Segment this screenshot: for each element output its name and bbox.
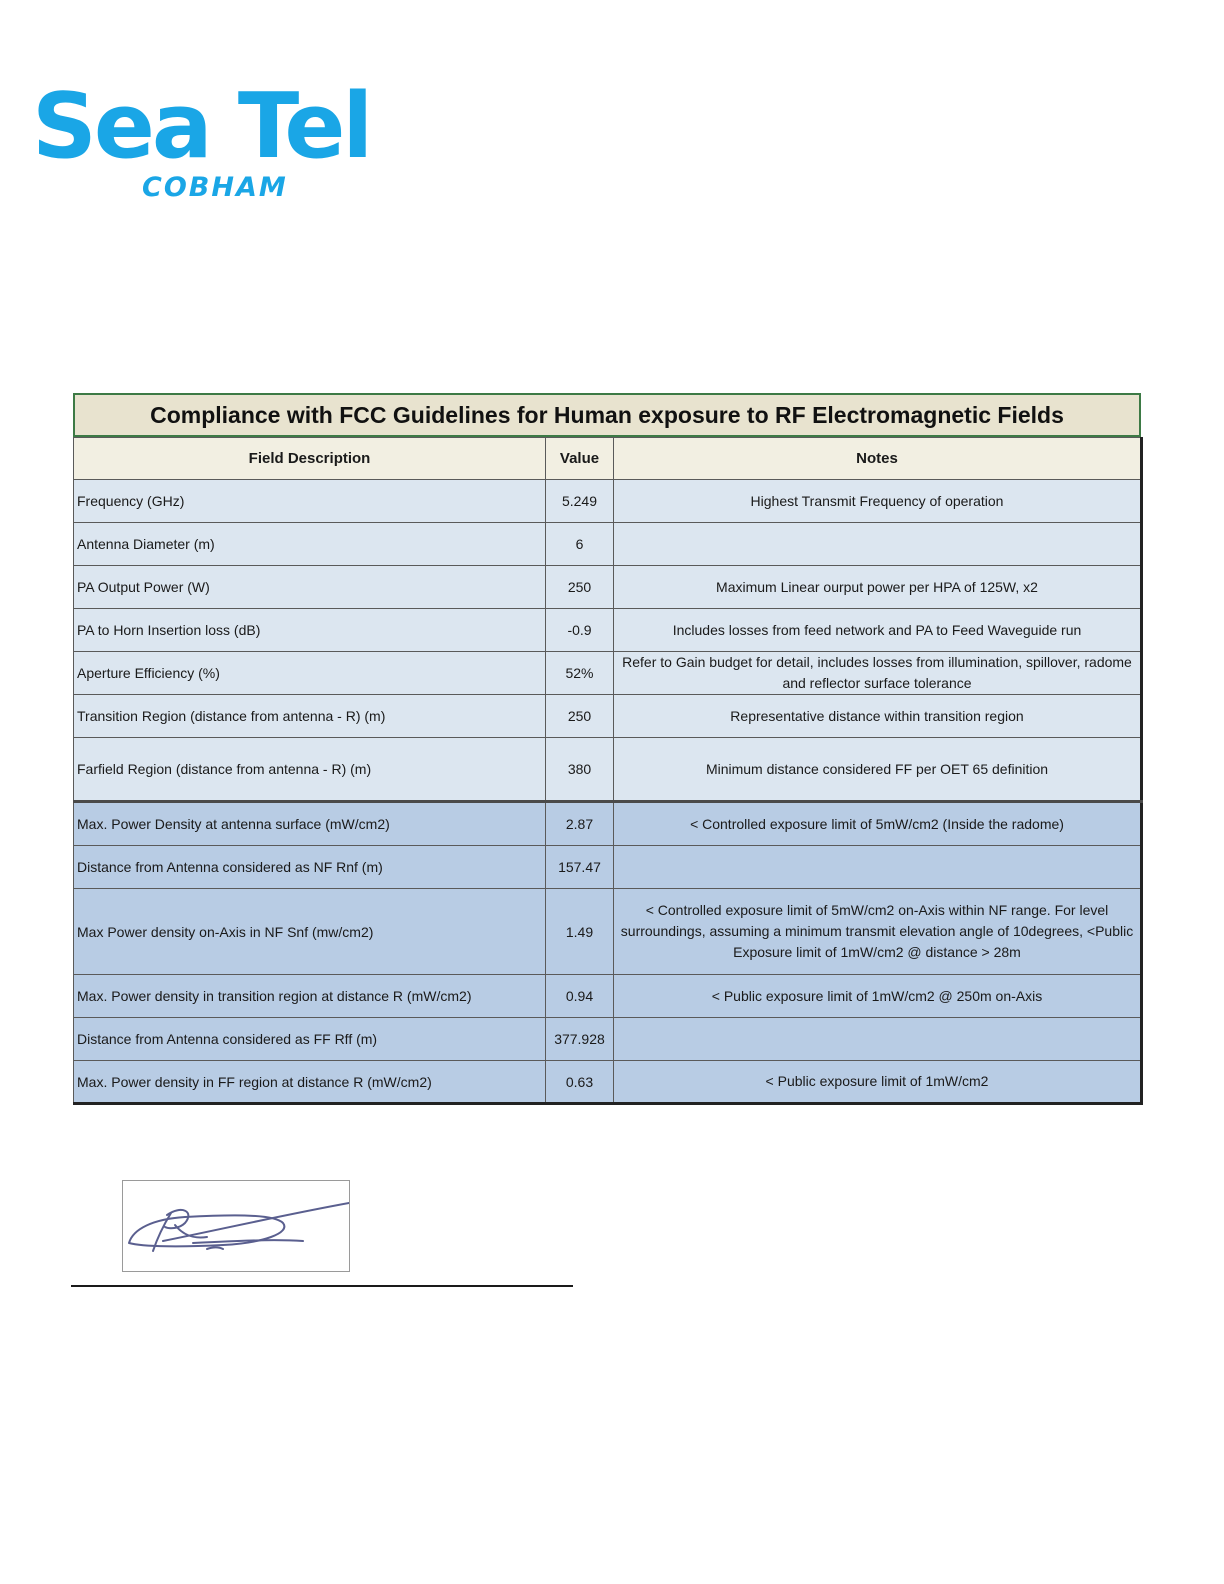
- row-notes: < Controlled exposure limit of 5mW/cm2 (Inside the radome): [614, 802, 1142, 846]
- table-row: [74, 695, 1142, 738]
- row-value: 1.49: [546, 889, 614, 975]
- row-notes: Representative distance within transition region: [614, 695, 1142, 738]
- row-description: Aperture Efficiency (%): [74, 652, 546, 695]
- table-row: [74, 652, 1142, 695]
- company-logo: [32, 74, 371, 203]
- logo-subbrand: COBHAM: [142, 172, 288, 203]
- logo-brand: Sea Tel: [32, 74, 371, 179]
- table-row: [74, 480, 1142, 523]
- row-notes: < Public exposure limit of 1mW/cm2 @ 250m on-Axis: [614, 975, 1142, 1018]
- row-description: Max. Power density in transition region at distance R (mW/cm2): [74, 975, 546, 1018]
- table-row: [74, 609, 1142, 652]
- row-notes: [614, 523, 1142, 566]
- row-description: PA Output Power (W): [74, 566, 546, 609]
- row-value: 2.87: [546, 802, 614, 846]
- table-row: [74, 523, 1142, 566]
- row-value: 6: [546, 523, 614, 566]
- row-notes: [614, 846, 1142, 889]
- signature-line: [71, 1285, 573, 1287]
- signature-scribble: [123, 1181, 349, 1271]
- table-row: [74, 738, 1142, 802]
- row-description: Distance from Antenna considered as FF Rff (m): [74, 1018, 546, 1061]
- table-header-row: [74, 438, 1142, 480]
- row-description: Distance from Antenna considered as NF Rnf (m): [74, 846, 546, 889]
- row-notes: < Controlled exposure limit of 5mW/cm2 on-Axis within NF range. For level surroundings, assuming a minimum transmit elevation angle of 10degrees, <Public Exposure limit of 1mW/cm2 @ distance > 28m: [614, 889, 1142, 975]
- row-value: 0.94: [546, 975, 614, 1018]
- row-notes: Maximum Linear ourput power per HPA of 125W, x2: [614, 566, 1142, 609]
- row-description: Antenna Diameter (m): [74, 523, 546, 566]
- table-row: [74, 566, 1142, 609]
- row-value: 380: [546, 738, 614, 802]
- table-title: Compliance with FCC Guidelines for Human exposure to RF Electromagnetic Fields: [73, 393, 1141, 437]
- table-row: [74, 975, 1142, 1018]
- row-value: 52%: [546, 652, 614, 695]
- compliance-table-container: [73, 393, 1141, 1105]
- row-notes: [614, 1018, 1142, 1061]
- row-description: Max. Power Density at antenna surface (mW/cm2): [74, 802, 546, 846]
- row-value: 0.63: [546, 1061, 614, 1104]
- row-value: 250: [546, 566, 614, 609]
- row-notes: < Public exposure limit of 1mW/cm2: [614, 1061, 1142, 1104]
- row-notes: Minimum distance considered FF per OET 65 definition: [614, 738, 1142, 802]
- row-notes: Refer to Gain budget for detail, includes losses from illumination, spillover, radome and reflector surface tolerance: [614, 652, 1142, 695]
- table-row: [74, 846, 1142, 889]
- table-row: [74, 1018, 1142, 1061]
- row-description: Transition Region (distance from antenna - R) (m): [74, 695, 546, 738]
- row-description: PA to Horn Insertion loss (dB): [74, 609, 546, 652]
- row-value: 157.47: [546, 846, 614, 889]
- row-notes: Includes losses from feed network and PA to Feed Waveguide run: [614, 609, 1142, 652]
- header-field-description: Field Description: [74, 438, 546, 480]
- table-row: [74, 889, 1142, 975]
- table-row: [74, 1061, 1142, 1104]
- row-description: Frequency (GHz): [74, 480, 546, 523]
- compliance-table: [73, 437, 1143, 1105]
- row-description: Max. Power density in FF region at distance R (mW/cm2): [74, 1061, 546, 1104]
- row-notes: Highest Transmit Frequency of operation: [614, 480, 1142, 523]
- row-description: Max Power density on-Axis in NF Snf (mw/cm2): [74, 889, 546, 975]
- row-value: -0.9: [546, 609, 614, 652]
- header-value: Value: [546, 438, 614, 480]
- table-row: [74, 802, 1142, 846]
- row-description: Farfield Region (distance from antenna - R) (m): [74, 738, 546, 802]
- row-value: 377.928: [546, 1018, 614, 1061]
- row-value: 5.249: [546, 480, 614, 523]
- signature-image: [122, 1180, 350, 1272]
- row-value: 250: [546, 695, 614, 738]
- header-notes: Notes: [614, 438, 1142, 480]
